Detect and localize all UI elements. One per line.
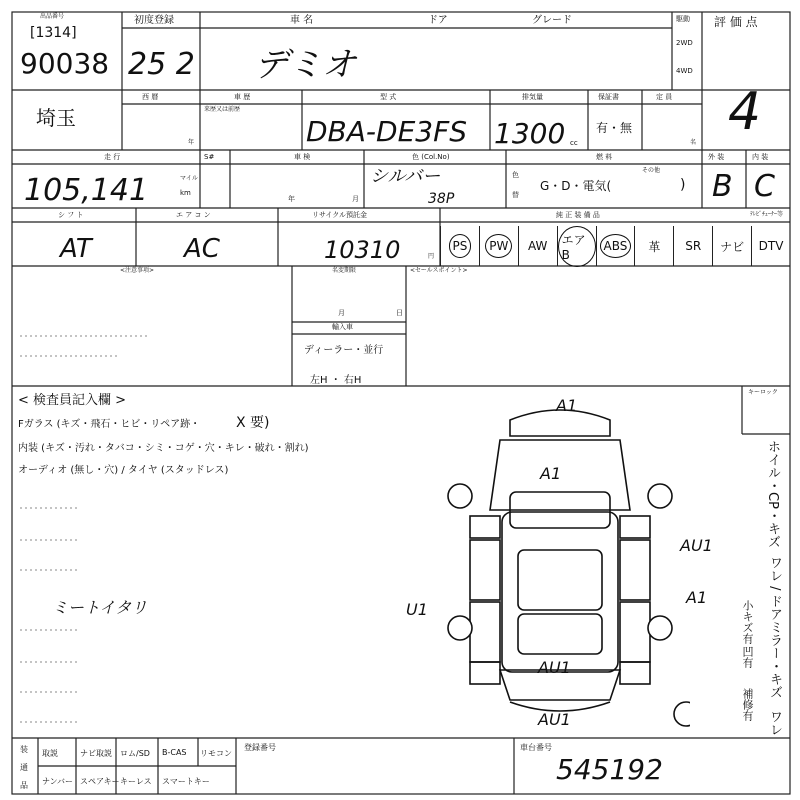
recycle-unit: 円 [428, 253, 435, 260]
score-value: 4 [728, 82, 762, 142]
equipment-item [712, 226, 751, 266]
color-change-2: 替 [512, 191, 519, 199]
footer-item: リモコン [200, 749, 232, 758]
equipment-item-label: DTV [758, 239, 784, 253]
term-day: 日 [396, 309, 403, 317]
warranty-label: 保証書 [598, 93, 619, 101]
front-left-fender [470, 516, 500, 538]
rear-right-door [620, 602, 650, 662]
equipment-item [673, 226, 712, 266]
first-reg-value: 25 2 [128, 47, 195, 82]
mileage-value: 105,141 [24, 173, 149, 208]
equipment-item [479, 226, 518, 266]
drive-4wd: 4WD [676, 67, 693, 75]
model-value: DBA-DE3FS [306, 115, 467, 148]
front-left-wheel [448, 484, 472, 508]
capacity-label: 定 員 [656, 93, 673, 101]
inspection-month: 月 [352, 195, 359, 203]
chassis-label: 車台番号 [520, 743, 552, 752]
equipment-item [440, 226, 479, 266]
footer-item: スペアキー [80, 777, 120, 786]
body-outline [502, 512, 618, 672]
equipment-item-label: SR [685, 239, 702, 253]
interior-line: 内装 (キズ・汚れ・タバコ・シミ・コゲ・穴・キレ・破れ・割れ) [18, 443, 309, 454]
equipment-item-label: ABS [600, 234, 632, 258]
lot-number: 90038 [20, 47, 110, 80]
equipment-item [634, 226, 673, 266]
spare-wheel [674, 702, 690, 726]
import-value: ディーラー・並行 [304, 345, 384, 356]
exterior-value: B [712, 169, 733, 204]
footer-item: 取説 [42, 749, 58, 758]
equipment-item [751, 226, 790, 266]
ac-label: エ ア コ ン [176, 211, 211, 219]
reg-number-label: 登録番号 [244, 743, 276, 752]
rear-window-outline [518, 614, 602, 654]
small-scratch-note: 小キズ有 [741, 600, 754, 644]
steering-value: 左H ・ 右H [310, 375, 362, 386]
grade-label: グレード [532, 15, 572, 26]
side-note-2: ワレ / ドアミラー・キズ [767, 556, 782, 699]
key-lock: キーロック [748, 389, 778, 396]
displacement-value: 1300 [494, 117, 566, 150]
equipment-item-label: PS [449, 234, 472, 258]
audio-line: オーディオ (無し・穴) / タイヤ (スタッドレス) [18, 465, 229, 476]
footer-item: キーレス [120, 777, 152, 786]
first-reg-label: 初度登録 [134, 15, 174, 26]
car-name-value: デミオ [254, 45, 356, 85]
rear-left-wheel [448, 616, 472, 640]
fuel-other: その他 [642, 167, 661, 174]
interior-label: 内 装 [752, 153, 769, 161]
year-unit: 年 [188, 139, 195, 146]
mark-right-rear: A1 [686, 588, 708, 607]
drive-label: 駆動 [676, 15, 690, 23]
equipment-item-label: エアB [558, 226, 596, 267]
model-label: 型 式 [380, 93, 397, 101]
equipment-item-label: AW [527, 239, 548, 253]
side-note-3: ワレ [767, 710, 782, 736]
car-diagram [430, 396, 690, 740]
recycle-value: 10310 [324, 236, 401, 264]
car-name-label: 車 名 [290, 15, 314, 26]
mark-hood: A1 [540, 464, 562, 483]
mark-trunk: AU1 [538, 658, 571, 677]
glass-line: Fガラス (キズ・飛石・ヒビ・リペア跡・ [18, 419, 201, 430]
capacity-unit: 名 [690, 139, 697, 146]
interior-value: C [754, 169, 775, 204]
history-label: 車 歴 [234, 93, 251, 101]
footer-item: ナンバー [42, 777, 74, 786]
handwritten-note: ミートイタリ [52, 598, 148, 617]
shift-value: AT [60, 234, 92, 264]
equipment-item-label: 革 [648, 239, 661, 254]
color-label: 色 (Col.No) [412, 153, 450, 161]
lot-label: 出品番号 [40, 13, 65, 20]
recycle-label: リサイクル預託金 [312, 211, 368, 219]
mileage-unit-km: km [180, 189, 191, 197]
displacement-unit: cc [570, 139, 578, 147]
rear-left-quarter [470, 662, 500, 684]
front-left-door [470, 540, 500, 600]
equipment-item [557, 226, 596, 266]
fuel-close: ) [680, 177, 686, 193]
term-month: 月 [338, 309, 345, 317]
term-label: 名変期限 [332, 267, 357, 274]
ac-value: AC [184, 234, 220, 264]
sales-label: <セールスポイント> [410, 267, 468, 274]
door-label: ドア [428, 15, 448, 26]
drive-2wd: 2WD [676, 39, 693, 47]
color-code: 38P [428, 191, 455, 207]
inspection-year: 年 [288, 195, 295, 203]
repair-note: 補修有 [741, 688, 754, 721]
prefecture: 埼玉 [36, 106, 76, 130]
footer-item: スマートキー [162, 777, 210, 786]
history-note: 来歴又は前歴 [204, 106, 241, 113]
color-change-1: 色 [512, 171, 519, 179]
footer-label-2: 通 [20, 763, 28, 772]
smeter-label: S# [204, 153, 215, 161]
equipment-item [596, 226, 635, 266]
score-label: 評 価 点 [714, 15, 758, 29]
footer-item: B-CAS [162, 748, 187, 757]
fuel-value: G・D・電気( [540, 179, 612, 193]
side-note-1: ホイル・CP・キズ [765, 440, 780, 548]
glass-mark: X 要) [236, 415, 270, 431]
equipment-item-label: PW [485, 234, 512, 258]
footer-label-1: 装 [20, 745, 28, 754]
front-right-wheel [648, 484, 672, 508]
footer-item: ロム/SD [120, 749, 150, 758]
tuner-label: ﾃﾚﾋﾞﾁｭｰﾅｰ等 [750, 211, 784, 218]
mark-left-side: U1 [406, 600, 428, 619]
mark-rear-bumper: AU1 [538, 710, 571, 729]
inspector-title: < 検査員記入欄 > [18, 393, 127, 408]
exterior-label: 外 装 [708, 153, 725, 161]
front-right-fender [620, 516, 650, 538]
chassis-value: 545192 [556, 753, 663, 786]
lot-code: [1314] [30, 25, 77, 41]
footer-label-3: 品 [20, 781, 28, 790]
equipment-label: 純 正 装 備 品 [556, 211, 600, 219]
equipment-item-label: ナビ [720, 239, 745, 254]
rear-right-quarter [620, 662, 650, 684]
front-right-door [620, 540, 650, 600]
mark-front: A1 [556, 396, 578, 415]
mileage-unit-mile: マイル [180, 175, 198, 182]
roof-outline [518, 550, 602, 610]
year-label: 西 暦 [142, 93, 159, 101]
notes-label: <注意事項> [120, 267, 155, 274]
import-label: 輸入車 [332, 323, 353, 331]
color-value: シルバー [370, 166, 441, 187]
rear-left-door [470, 602, 500, 662]
warranty-value: 有・無 [596, 121, 633, 135]
mileage-label: 走 行 [104, 153, 121, 161]
footer-item: ナビ取説 [80, 749, 112, 758]
rear-right-wheel [648, 616, 672, 640]
displacement-label: 排気量 [522, 93, 543, 101]
inspection-label: 車 検 [294, 153, 311, 161]
shift-label: シ フ ト [58, 211, 84, 219]
equipment-item [518, 226, 557, 266]
fuel-label: 燃 料 [596, 153, 613, 161]
mark-right-front: AU1 [680, 536, 713, 555]
dent-note: 凹有 [741, 646, 754, 668]
